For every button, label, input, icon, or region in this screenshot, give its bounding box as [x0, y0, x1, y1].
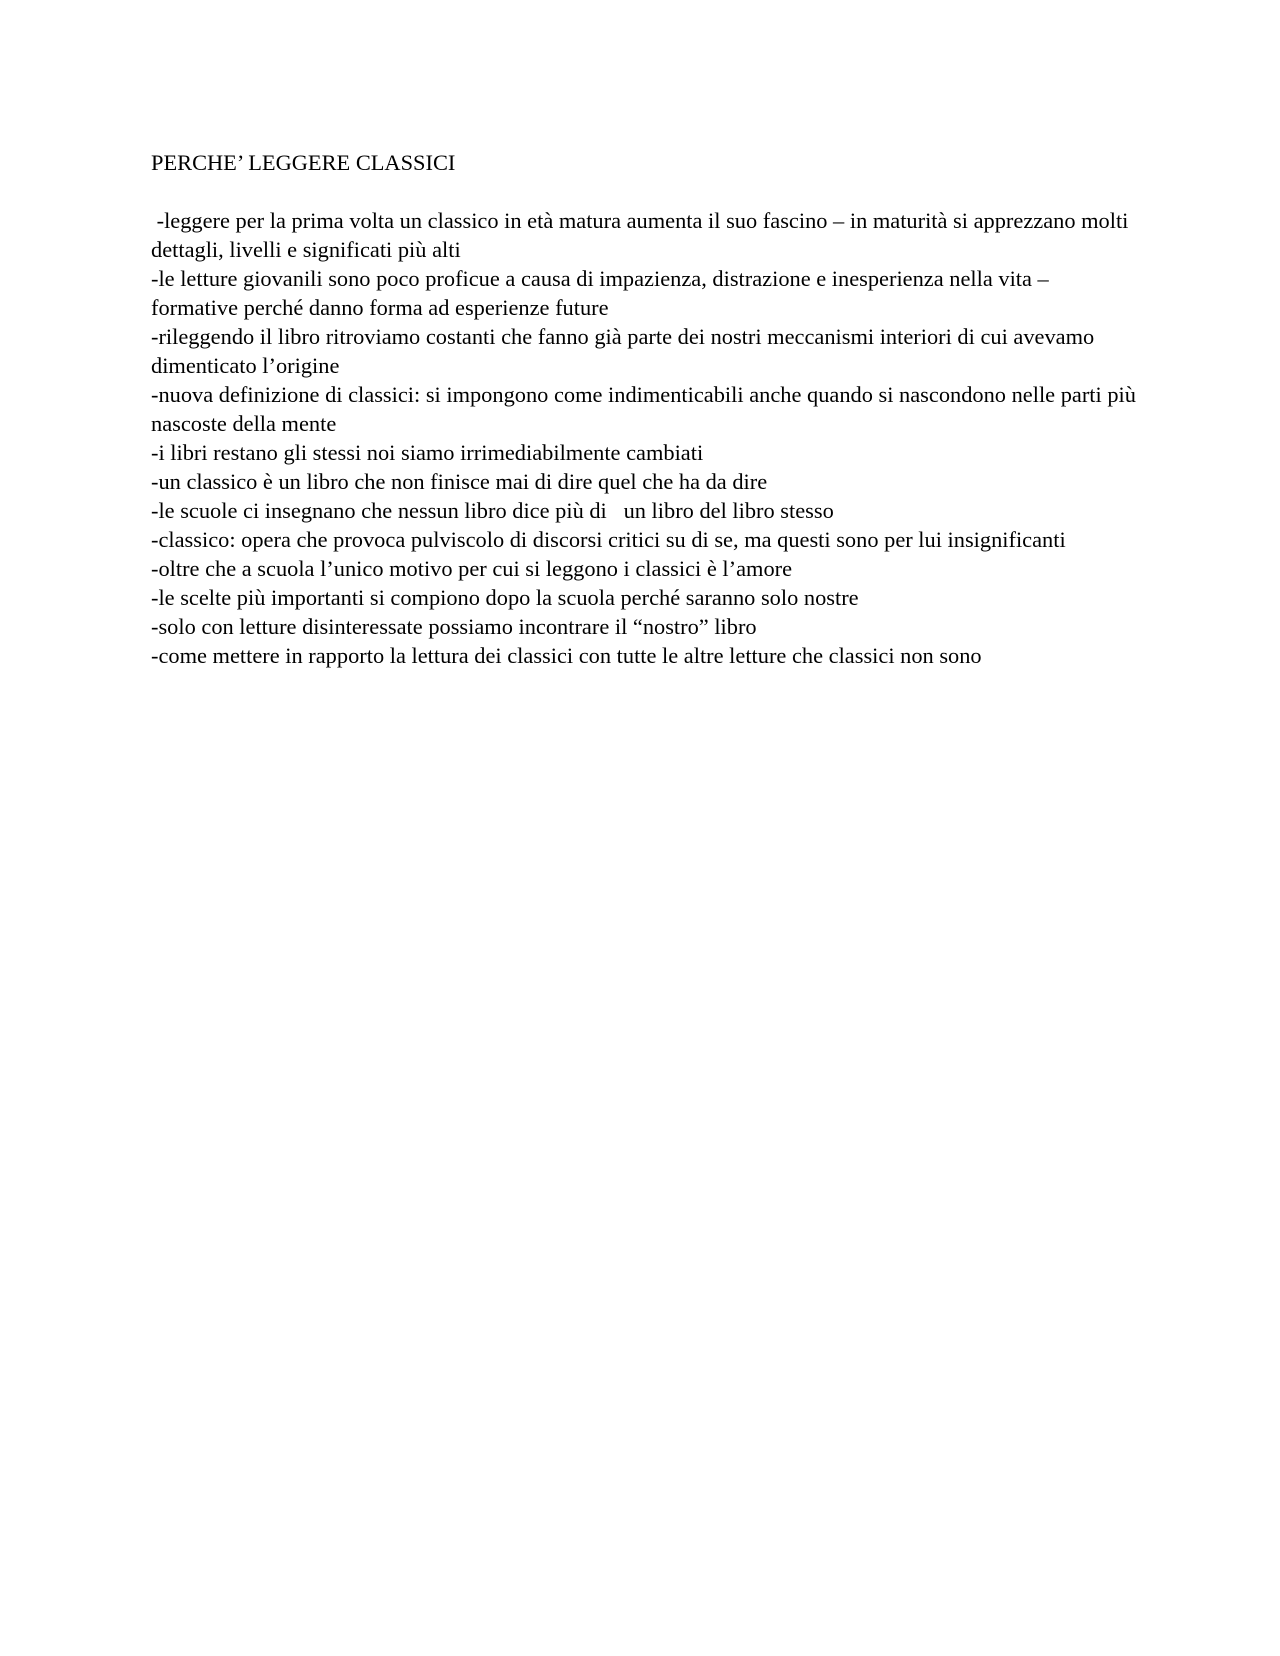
note-item: -le letture giovanili sono poco proficue a causa di impazienza, distrazione e inesperienza nella vita – formative perché danno forma ad esperienze future	[151, 266, 1055, 320]
note-item: -le scuole ci insegnano che nessun libro dice più di un libro del libro stesso	[151, 498, 834, 523]
note-item: -le scelte più importanti si compiono dopo la scuola perché saranno solo nostre	[151, 585, 859, 610]
note-item: -oltre che a scuola l’unico motivo per cui si leggono i classici è l’amore	[151, 556, 793, 581]
note-item: -come mettere in rapporto la lettura dei classici con tutte le altre letture che classici non sono	[151, 643, 982, 668]
note-item: -leggere per la prima volta un classico in età matura aumenta il suo fascino – in maturità si apprezzano molti dettagli, livelli e significati più alti	[151, 208, 1135, 262]
note-item: -un classico è un libro che non finisce mai di dire quel che ha da dire	[151, 469, 768, 494]
note-item: -nuova definizione di classici: si impongono come indimenticabili anche quando si nascondono nelle parti più nascoste della mente	[151, 382, 1142, 436]
document-title: PERCHE’ LEGGERE CLASSICI	[151, 150, 456, 175]
note-item: -i libri restano gli stessi noi siamo irrimediabilmente cambiati	[151, 440, 704, 465]
note-item: -solo con letture disinteressate possiamo incontrare il “nostro” libro	[151, 614, 757, 639]
document-content	[151, 148, 1141, 670]
note-item: -classico: opera che provoca pulviscolo di discorsi critici su di se, ma questi sono per lui insignificanti	[151, 527, 1066, 552]
note-item: -rileggendo il libro ritroviamo costanti che fanno già parte dei nostri meccanismi interiori di cui avevamo dimenticato l’origine	[151, 324, 1100, 378]
notes-list	[151, 206, 1141, 670]
